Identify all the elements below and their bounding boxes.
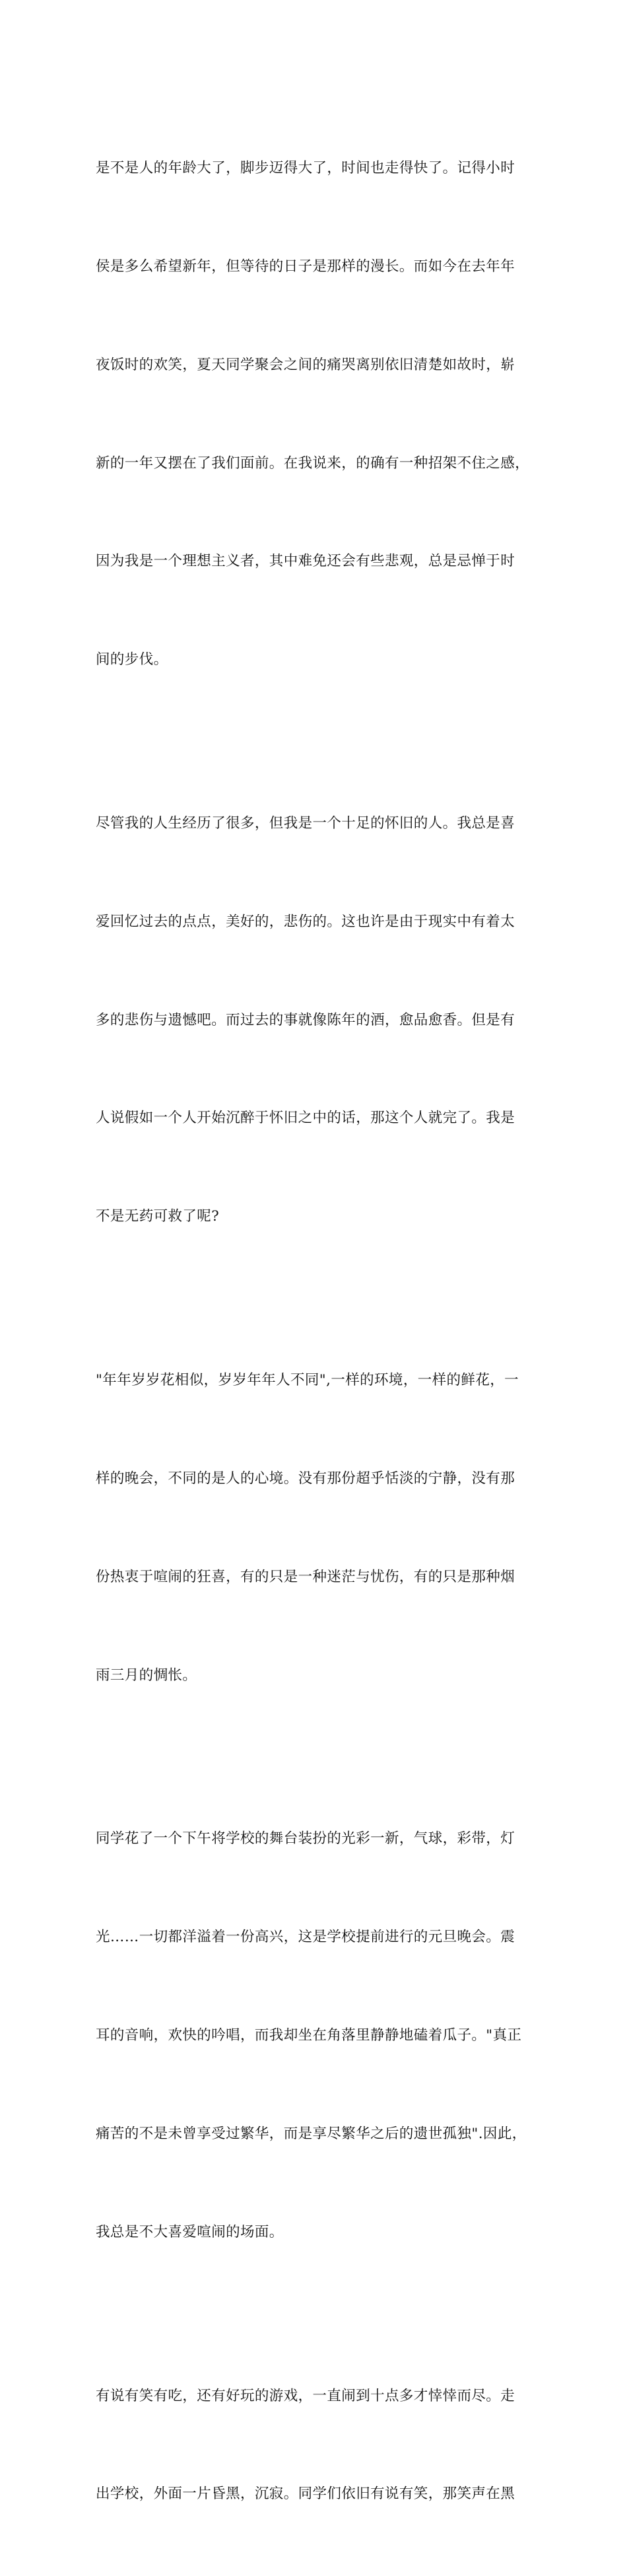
text-line: 耳的音响，欢快的吟唱，而我却坐在角落里静静地磕着瓜子。"真正	[96, 2027, 522, 2044]
text-line: 侯是多么希望新年，但等待的日子是那样的漫长。而如今在去年年	[96, 258, 515, 275]
text-line: 份热衷于喧闹的狂喜，有的只是一种迷茫与忧伤，有的只是那种烟	[96, 1568, 515, 1585]
text-line: 光……一切都洋溢着一份高兴，这是学校提前进行的元旦晚会。震	[96, 1929, 515, 1946]
text-line: 雨三月的惆怅。	[96, 1666, 197, 1684]
text-line: 间的步伐。	[96, 651, 168, 668]
paragraph-4	[96, 1757, 541, 2314]
text-line: 新的一年又摆在了我们面前。在我说来，的确有一种招架不住之感，	[96, 454, 530, 472]
text-line: 多的悲伤与遗憾吧。而过去的事就像陈年的酒，愈品愈香。但是有	[96, 1011, 515, 1028]
text-line: 不是无药可救了呢?	[96, 1208, 220, 1225]
paragraph-1	[96, 87, 541, 742]
paragraph-5	[96, 2314, 541, 2576]
text-line: 因为我是一个理想主义者，其中难免还会有些悲观，总是忌惮于时	[96, 553, 515, 570]
document-page	[96, 87, 541, 2576]
text-line: "年年岁岁花相似，岁岁年年人不同",一样的环境，一样的鲜花，一	[96, 1372, 519, 1389]
paragraph-2	[96, 742, 541, 1299]
text-line: 是不是人的年龄大了，脚步迈得大了，时间也走得快了。记得小时	[96, 160, 515, 177]
text-line: 有说有笑有吃，还有好玩的游戏，一直闹到十点多才悻悻而尽。走	[96, 2387, 515, 2404]
text-line: 出学校，外面一片昏黑，沉寂。同学们依旧有说有笑，那笑声在黑	[96, 2486, 515, 2503]
text-line: 我总是不大喜爱喧闹的场面。	[96, 2223, 284, 2240]
paragraph-3	[96, 1299, 541, 1757]
text-line: 样的晚会，不同的是人的心境。没有那份超乎恬淡的宁静，没有那	[96, 1470, 515, 1487]
text-line: 人说假如一个人开始沉醉于怀旧之中的话，那这个人就完了。我是	[96, 1110, 515, 1127]
text-line: 尽管我的人生经历了很多，但我是一个十足的怀旧的人。我总是喜	[96, 815, 515, 832]
text-line: 爱回忆过去的点点，美好的，悲伤的。这也许是由于现实中有着太	[96, 913, 515, 930]
text-line: 同学花了一个下午将学校的舞台装扮的光彩一新，气球，彩带，灯	[96, 1830, 515, 1847]
text-line: 夜饭时的欢笑，夏天同学聚会之间的痛哭离别依旧清楚如故时，崭	[96, 356, 515, 373]
text-line: 痛苦的不是未曾享受过繁华，而是享尽繁华之后的遗世孤独".因此，	[96, 2125, 527, 2142]
